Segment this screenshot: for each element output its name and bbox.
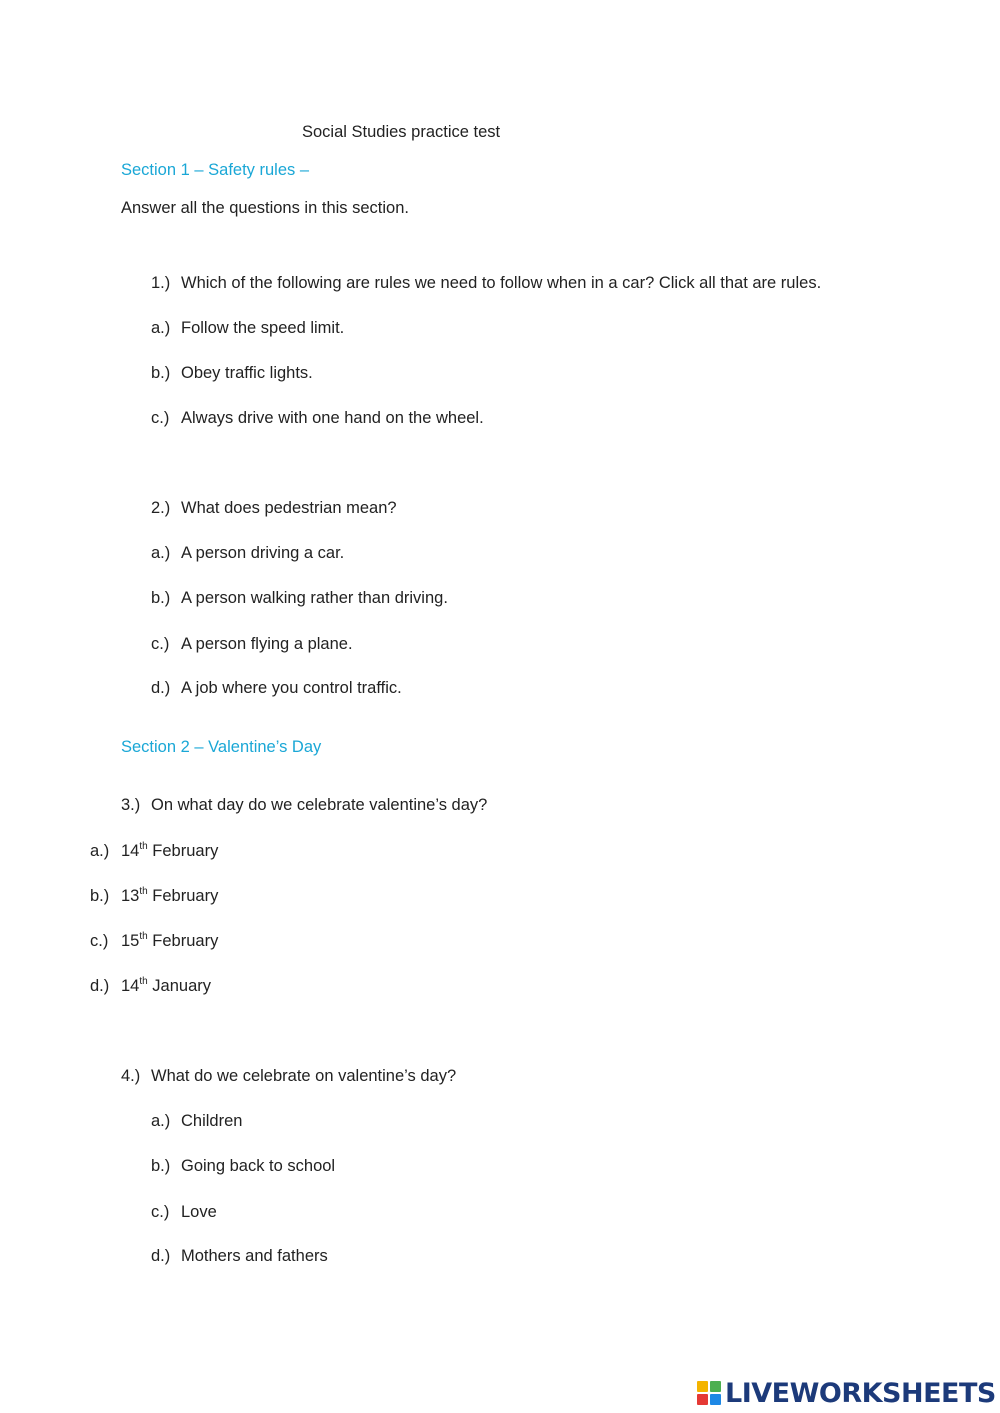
option-text (121, 886, 218, 906)
question-number: 1.) (151, 274, 171, 292)
question-text: Which of the following are rules we need to follow when in a car? Click all that are rules. (181, 274, 822, 292)
option-text: A job where you control traffic. (181, 679, 402, 697)
option-month: February (152, 887, 219, 905)
option-day: 15 (121, 932, 140, 950)
option-text: A person driving a car. (181, 544, 345, 562)
option-day: 14 (121, 977, 140, 995)
option-text (121, 976, 211, 996)
option-text: Follow the speed limit. (181, 319, 345, 337)
option-text: Love (181, 1203, 217, 1221)
option-label: c.) (151, 635, 170, 653)
question-text: On what day do we celebrate valentine’s day? (151, 796, 488, 814)
option-label: b.) (151, 589, 171, 607)
option-label: a.) (151, 544, 171, 562)
option-day: 13 (121, 887, 140, 905)
option-text: Children (181, 1112, 243, 1130)
ordinal-suffix: th (139, 886, 148, 897)
option-label: c.) (90, 932, 109, 950)
section-1-heading: Section 1 – Safety rules – (121, 161, 310, 179)
option-text: Mothers and fathers (181, 1247, 328, 1265)
option-label: d.) (151, 679, 171, 697)
question-text: What do we celebrate on valentine’s day? (151, 1067, 457, 1085)
option-label: d.) (151, 1247, 171, 1265)
ordinal-suffix: th (139, 976, 148, 987)
option-month: January (152, 977, 211, 995)
question-number: 2.) (151, 499, 171, 517)
option-label: b.) (151, 364, 171, 382)
option-label: c.) (151, 409, 170, 427)
option-text: Obey traffic lights. (181, 364, 313, 382)
question-number: 3.) (121, 796, 141, 814)
option-text: Going back to school (181, 1157, 336, 1175)
option-label: b.) (151, 1157, 171, 1175)
section-1-instruction: Answer all the questions in this section. (121, 199, 409, 217)
option-text: A person walking rather than driving. (181, 589, 448, 607)
option-text (121, 931, 218, 951)
question-text: What does pedestrian mean? (181, 499, 397, 517)
brand-name: LIVEWORKSHEETS (725, 1377, 996, 1409)
option-day: 14 (121, 842, 140, 860)
ordinal-suffix: th (139, 931, 148, 942)
option-text: Always drive with one hand on the wheel. (181, 409, 484, 427)
option-label: a.) (151, 1112, 171, 1130)
option-text: A person flying a plane. (181, 635, 353, 653)
option-text (121, 841, 218, 861)
liveworksheets-logo[interactable] (697, 1378, 996, 1408)
option-label: b.) (90, 887, 110, 905)
option-month: February (152, 842, 219, 860)
option-label: d.) (90, 977, 110, 995)
page-title: Social Studies practice test (302, 123, 501, 141)
option-label: a.) (90, 842, 110, 860)
section-2-heading: Section 2 – Valentine’s Day (121, 738, 322, 756)
ordinal-suffix: th (139, 841, 148, 852)
option-month: February (152, 932, 219, 950)
liveworksheets-mark-icon (697, 1381, 721, 1405)
option-label: a.) (151, 319, 171, 337)
option-label: c.) (151, 1203, 170, 1221)
question-number: 4.) (121, 1067, 141, 1085)
